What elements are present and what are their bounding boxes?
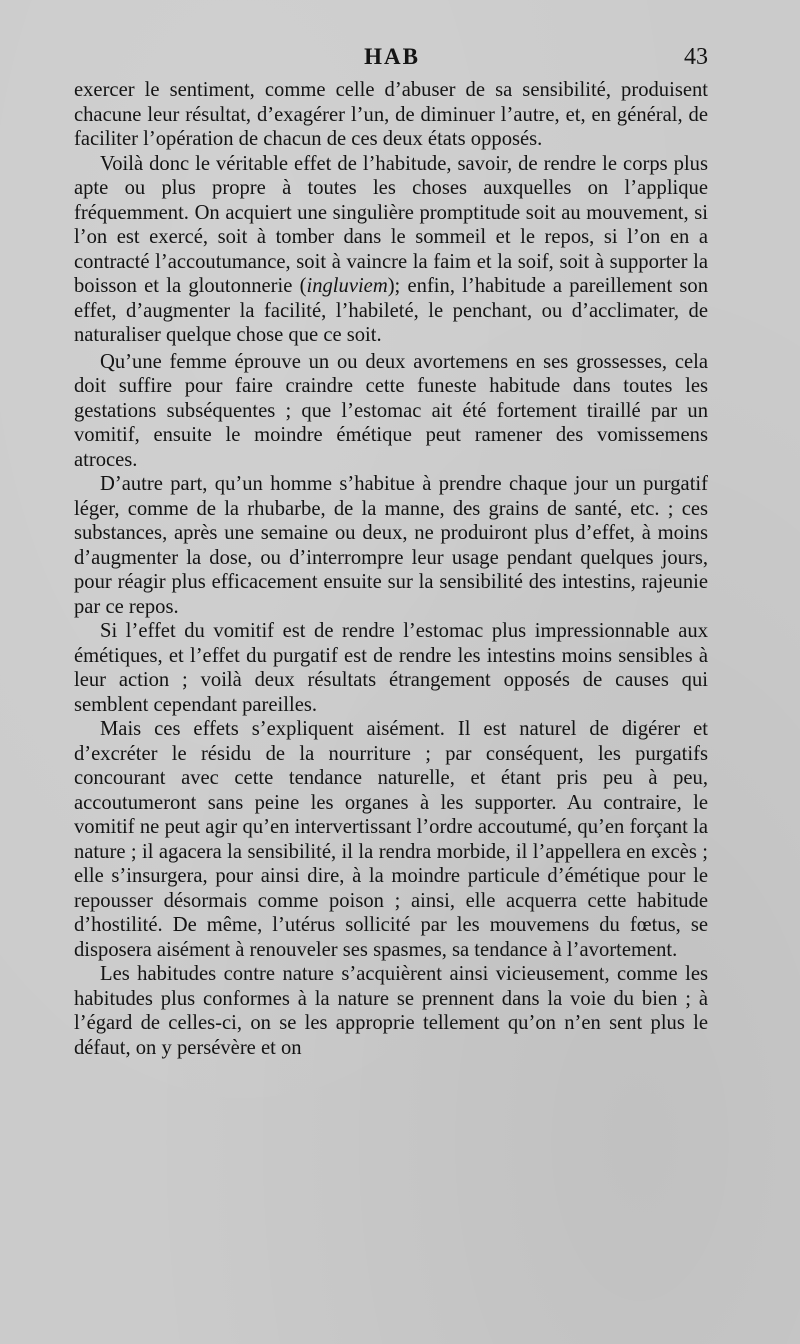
page-number: 43 [684, 44, 708, 70]
paragraph-5: Si l’effet du vomitif est de rendre l’estomac plus impressionnable aux émétiques, et l’effet du purgatif est de rendre les intestins moins sensibles à leur action ; voilà deux résultats étrangement opposés de causes qui semblent cependant pareilles. [74, 620, 708, 716]
paragraph-3: Qu’une femme éprouve un ou deux avortemens en ses grossesses, cela doit suffire pour faire craindre cette funeste habitude dans toutes les gestations subséquentes ; que l’estomac ait été fortement tiraillé par un vomitif, ensuite le moindre émétique peut ramener des vomissemens atroces. [74, 350, 708, 471]
paragraph-2-part-1: Voilà donc le véritable effet de l’habitude, savoir, de rendre le corps plus apte ou plus propre à toutes les choses auxquelles on l’applique fréquemment. On acquiert une singulière promptitude soit au mouvement, si l’on est exercé, soit à tomber dans le sommeil et le repos, si l’on en a contracté l’accoutumance, soit à vaincre la faim et la soif, soit à supporter la boisson et la gloutonnerie ( [74, 152, 708, 297]
paragraph-2-part-2: ); enfin, l’habitude a pareillement son effet, d’augmenter la facilité, l’habileté, le penchant, ou d’acclimater, de naturaliser quelque chose que ce soit. [74, 275, 708, 346]
latin-term: ingluviem [306, 275, 388, 297]
running-head: HAB [364, 44, 420, 69]
paragraph-4: D’autre part, qu’un homme s’habitue à prendre chaque jour un purgatif léger, comme de la rhubarbe, de la manne, des grains de santé, etc. ; ces substances, après une semaine ou deux, ne produiront plus d’effet, à moins d’augmenter la dose, ou d’interrompre leur usage pendant quelques jours, pour réagir plus efficacement ensuite sur la sensibilité des intestins, rajeunie par ce repos. [74, 473, 708, 618]
paragraph-1: exercer le sentiment, comme celle d’abuser de sa sensibilité, produisent chacune leur résultat, d’exagérer l’un, de diminuer l’autre, et, en général, de faciliter l’opération de chacun de ces deux états opposés. [74, 79, 708, 150]
paragraph-6: Mais ces effets s’expliquent aisément. Il est naturel de digérer et d’excréter le résidu de la nourriture ; par conséquent, les purgatifs concourant avec cette tendance naturelle, et étant pris peu à peu, accoutumeront sans peine les organes à les supporter. Au contraire, le vomitif ne peut agir qu’en intervertissant l’ordre accoutumé, qu’en forçant la nature ; il agacera la sensibilité, il la rendra morbide, il l’appellera en excès ; elle s’insurgera, pour ainsi dire, à la moindre particule d’émétique pour le repousser désormais comme poison ; ainsi, elle acquerra cette habitude d’hostilité. De même, l’utérus sollicité par les mouvemens du fœtus, se disposera aisément à renouveler ses spasmes, sa tendance à l’avortement. [74, 718, 708, 961]
body-text [74, 78, 708, 1060]
paragraph-2 [74, 152, 708, 348]
paragraph-7: Les habitudes contre nature s’acquièrent ainsi vicieusement, comme les habitudes plus conformes à la nature se prennent dans la voie du bien ; à l’égard de celles-ci, on se les approprie tellement qu’on n’en sent plus le défaut, on y persévère et on [74, 963, 708, 1059]
